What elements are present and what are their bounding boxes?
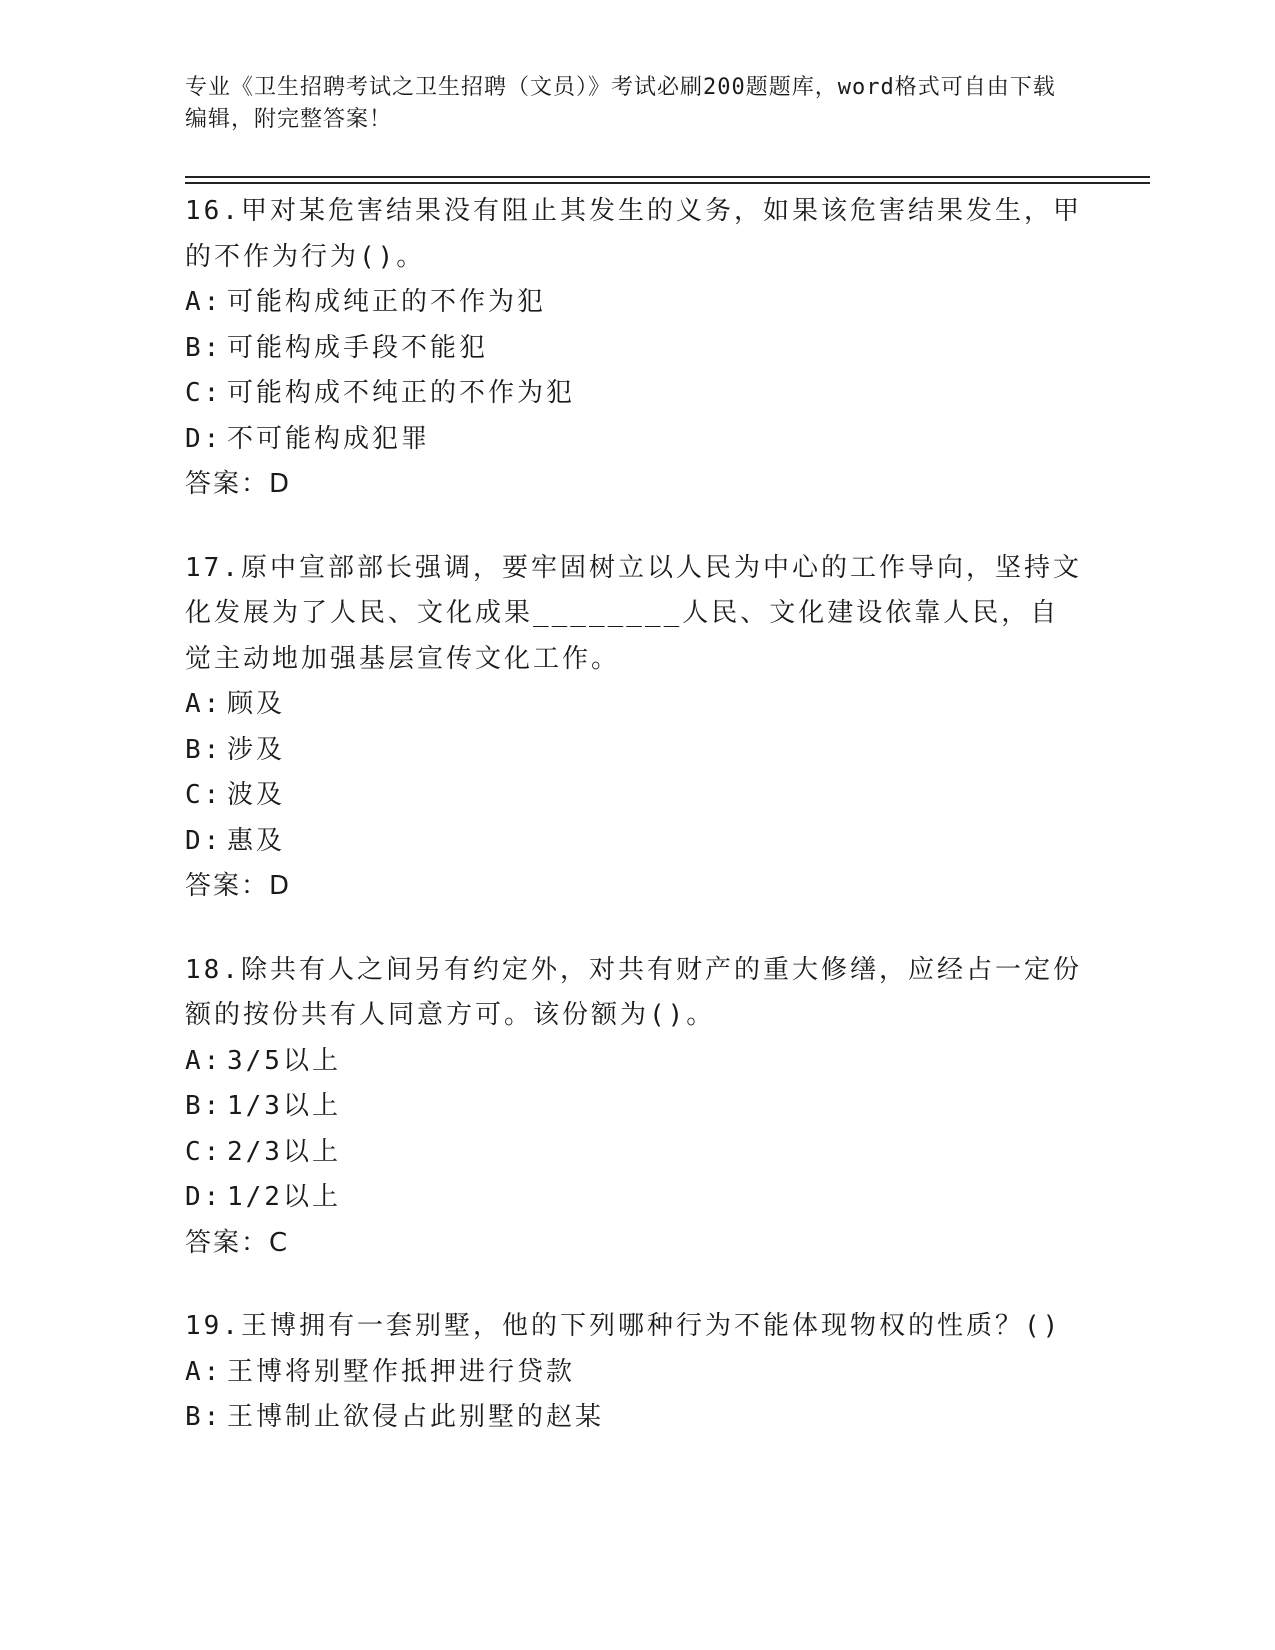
option-a bbox=[185, 1350, 1085, 1396]
option-text: 1/3以上 bbox=[227, 1091, 341, 1121]
option-key: B: bbox=[185, 1091, 223, 1121]
option-key: C: bbox=[185, 780, 223, 810]
option-key: C: bbox=[185, 1136, 223, 1167]
option-text: 惠及 bbox=[227, 825, 286, 856]
option-b bbox=[185, 1395, 1085, 1441]
answer-line: 答案：C bbox=[185, 1227, 290, 1258]
option-text: 3/5以上 bbox=[227, 1045, 341, 1076]
option-a bbox=[185, 682, 1085, 728]
option-b bbox=[185, 728, 1085, 774]
question-list bbox=[185, 189, 1085, 1479]
option-key: A: bbox=[185, 1356, 223, 1387]
option-key: D: bbox=[185, 1182, 223, 1212]
question-17 bbox=[185, 546, 1085, 910]
question-stem: 17.原中宣部部长强调，要牢固树立以人民为中心的工作导向，坚持文化发展为了人民、文化成果________人民、文化建设依靠人民，自觉主动地加强基层宣传文化工作。 bbox=[185, 552, 1082, 674]
option-key: D: bbox=[185, 825, 223, 856]
option-text: 可能构成不纯正的不作为犯 bbox=[227, 378, 576, 408]
option-text: 2/3以上 bbox=[227, 1136, 341, 1167]
option-key: A: bbox=[185, 1045, 223, 1076]
header-divider-top bbox=[185, 176, 1150, 178]
option-text: 1/2以上 bbox=[227, 1182, 341, 1212]
option-text: 涉及 bbox=[227, 734, 286, 765]
answer-line: 答案：D bbox=[185, 469, 292, 499]
option-b bbox=[185, 1084, 1085, 1130]
option-b bbox=[185, 326, 1085, 372]
option-c bbox=[185, 773, 1085, 819]
option-key: D: bbox=[185, 423, 223, 454]
option-text: 王博制止欲侵占此别墅的赵某 bbox=[227, 1402, 605, 1432]
header-divider-bottom bbox=[185, 182, 1150, 184]
option-key: C: bbox=[185, 378, 223, 408]
question-stem: 18.除共有人之间另有约定外，对共有财产的重大修缮，应经占一定份额的按份共有人同意方可。该份额为()。 bbox=[185, 954, 1082, 1030]
option-a bbox=[185, 280, 1085, 326]
question-stem: 19.王博拥有一套别墅，他的下列哪种行为不能体现物权的性质？() bbox=[185, 1311, 1062, 1341]
option-key: A: bbox=[185, 287, 223, 317]
option-c bbox=[185, 1130, 1085, 1176]
option-text: 可能构成纯正的不作为犯 bbox=[227, 287, 547, 317]
option-c bbox=[185, 371, 1085, 417]
option-text: 波及 bbox=[227, 780, 286, 810]
option-d bbox=[185, 417, 1085, 463]
question-18 bbox=[185, 948, 1085, 1267]
answer-line: 答案：D bbox=[185, 871, 292, 901]
question-19 bbox=[185, 1304, 1085, 1441]
option-text: 可能构成手段不能犯 bbox=[227, 332, 489, 363]
option-text: 顾及 bbox=[227, 689, 286, 719]
option-text: 王博将别墅作抵押进行贷款 bbox=[227, 1356, 576, 1387]
option-key: B: bbox=[185, 1402, 223, 1432]
question-16 bbox=[185, 189, 1085, 508]
option-a bbox=[185, 1039, 1085, 1085]
option-d bbox=[185, 819, 1085, 865]
option-key: B: bbox=[185, 734, 223, 765]
question-stem: 16.甲对某危害结果没有阻止其发生的义务，如果该危害结果发生，甲的不作为行为()。 bbox=[185, 196, 1082, 272]
document-header: 专业《卫生招聘考试之卫生招聘（文员）》考试必刷200题题库，word格式可自由下载编辑，附完整答案！ bbox=[185, 75, 1056, 132]
option-key: A: bbox=[185, 689, 223, 719]
option-text: 不可能构成犯罪 bbox=[227, 423, 431, 454]
option-d bbox=[185, 1175, 1085, 1221]
option-key: B: bbox=[185, 332, 223, 363]
